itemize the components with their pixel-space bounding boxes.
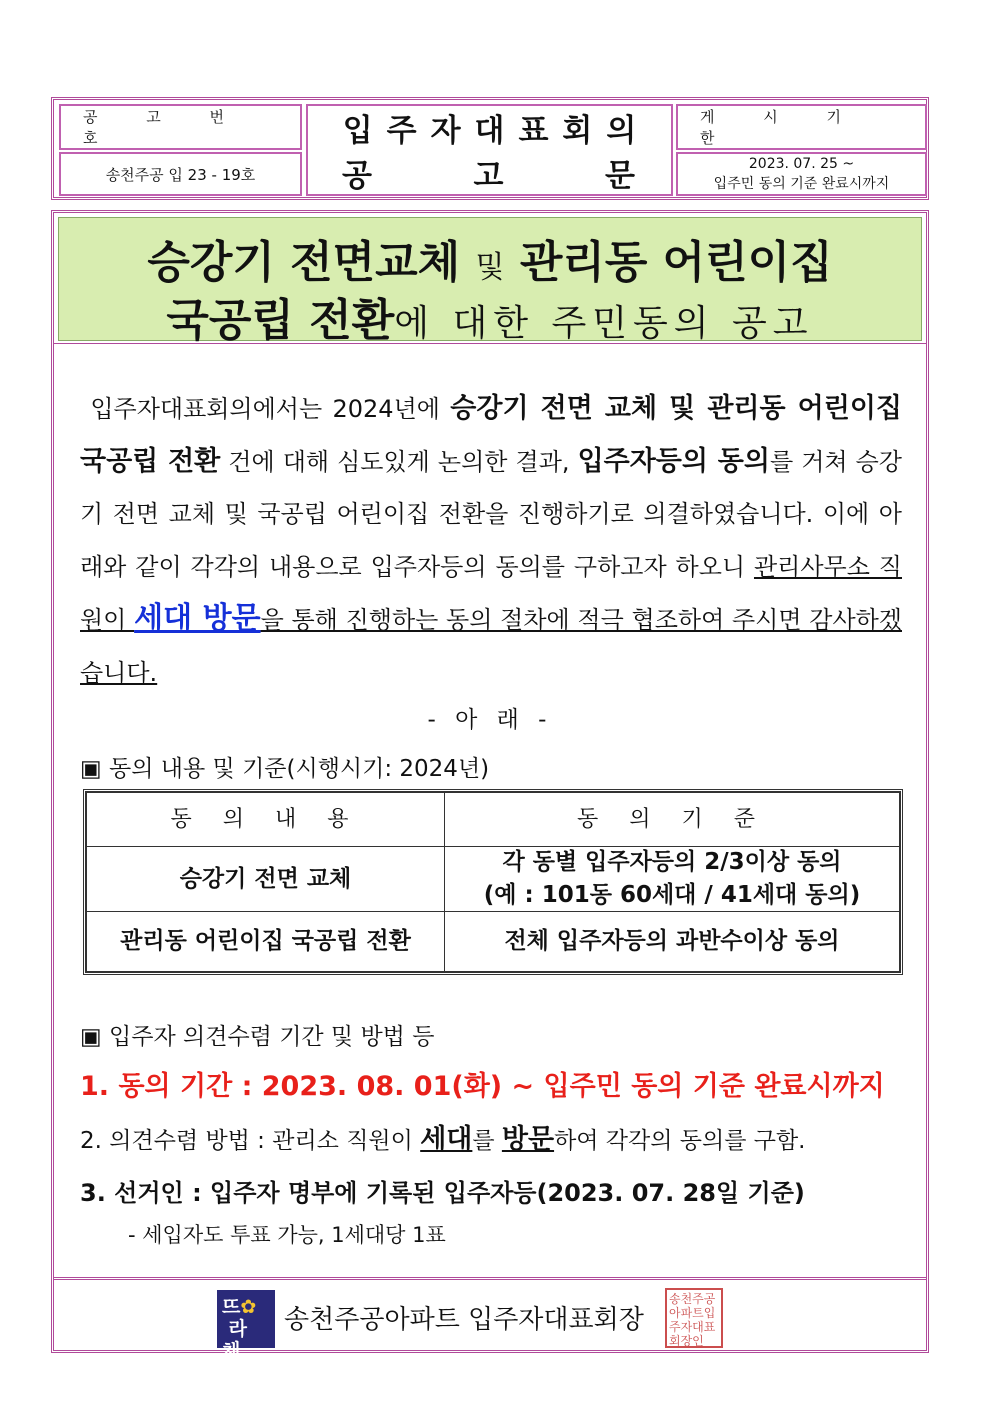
headline-part: 및 [475,250,505,285]
paragraph-highlight: 세대 방문 [134,601,261,636]
paragraph-text: 입주자대표회의에서는 2024년에 [90,395,451,423]
table-cell-line: (예 : 101동 60세대 / 41세대 동의) [483,882,861,908]
item-emphasis: 방문 [501,1124,555,1155]
headline-part: 국공립 전환 [166,295,395,346]
table-cell: 관리동 어린이집 국공립 전환 [86,911,445,972]
paragraph-underline: 을 통해 진행하는 동의 절차에 적극 협조하여 주시면 감사하겠습니다. [80,606,902,687]
headline-line1 [59,226,921,290]
electorate-note: - 세입자도 투표 가능, 1세대당 1표 [128,1223,446,1247]
below-marker: - 아 래 - [427,707,553,733]
table-cell: 승강기 전면 교체 [86,846,445,912]
item-text: 를 [472,1128,502,1154]
headline-part: 관리동 어린이집 [519,237,833,288]
title-char: 문 [605,158,635,194]
posting-period-label: 게 시 기 한 [676,104,927,150]
section-heading-method: ▣ 입주자 의견수렴 기간 및 방법 등 [80,1024,435,1050]
collection-method [80,1117,806,1156]
notice-body [51,210,929,1362]
consent-period: 1. 동의 기간 : 2023. 08. 01(화) ~ 입주민 동의 기준 완료시까지 [80,1071,885,1102]
notice-title [306,104,673,196]
paragraph-bold: 승강기 전면 교체 및 관리동 어린이집 국공립 전환 [80,393,902,477]
posting-period-start: 2023. 07. 25 ~ [748,156,855,172]
item-emphasis: 세대 [420,1124,473,1155]
ttarachae-logo-icon: 뜨✿ 라 채 [217,1290,275,1348]
logo-char: 채 [222,1340,241,1362]
table-cell-line: 각 동별 입주자등의 2/3이상 동의 [502,849,842,875]
logo-char: 라 [228,1318,247,1340]
paragraph-underline: 관리사무소 직원이 [80,552,902,634]
paragraph-bold: 입주자등의 동의 [577,445,770,477]
headline-banner [58,217,922,346]
table-cell: 전체 입주자등의 과반수이상 동의 [444,911,900,972]
divider [54,343,926,344]
headline-part: 에 대한 주민동의 공고 [394,303,814,344]
table-header: 동 의 기 준 [444,792,900,847]
notice-number-label: 공 고 번 호 [59,104,302,150]
headline-part: 승강기 전면교체 [147,237,461,288]
item-text: 하여 각각의 동의를 구함. [554,1128,806,1154]
official-seal-icon: 송천주공아파트입주자대표회장인 [665,1288,723,1348]
item-text: 2. 의견수렴 방법 : 관리소 직원이 [80,1128,421,1154]
title-char: 공 [342,158,372,194]
consent-table [83,789,903,975]
notice-title-line1: 입주자대표회의 [342,113,651,149]
table-header: 동 의 내 용 [86,792,445,847]
footer [54,1283,926,1362]
posting-period-end: 입주민 동의 기준 완료시까지 [713,176,890,192]
electorate: 3. 선거인 : 입주자 명부에 기록된 입주자등(2023. 07. 28일 기준) [80,1179,805,1207]
paragraph-text: 를 거쳐 승강기 전면 교체 및 국공립 어린이집 전환을 진행하기로 의결하였습니다. 이에 아래와 같이 각각의 내용으로 입주자등의 동의를 구하고자 하오니 [80,447,902,581]
intro-paragraph [80,383,902,699]
notice-number-value: 송천주공 입 23 - 19호 [59,152,302,196]
headline-line2 [59,284,921,348]
notice-title-line2 [308,150,671,195]
logo-char: 뜨 [222,1296,241,1318]
paragraph-text: 건에 대해 심도있게 논의한 결과, [220,447,578,476]
title-char: 고 [473,158,504,194]
table-cell [444,846,900,912]
section-heading-consent: ▣ 동의 내용 및 기준(시행시기: 2024년) [80,756,490,782]
posting-period-value [676,152,927,196]
notice-header [51,97,929,200]
issuer-name: 송천주공아파트 입주자대표회장 [284,1305,644,1335]
divider [54,1277,926,1280]
